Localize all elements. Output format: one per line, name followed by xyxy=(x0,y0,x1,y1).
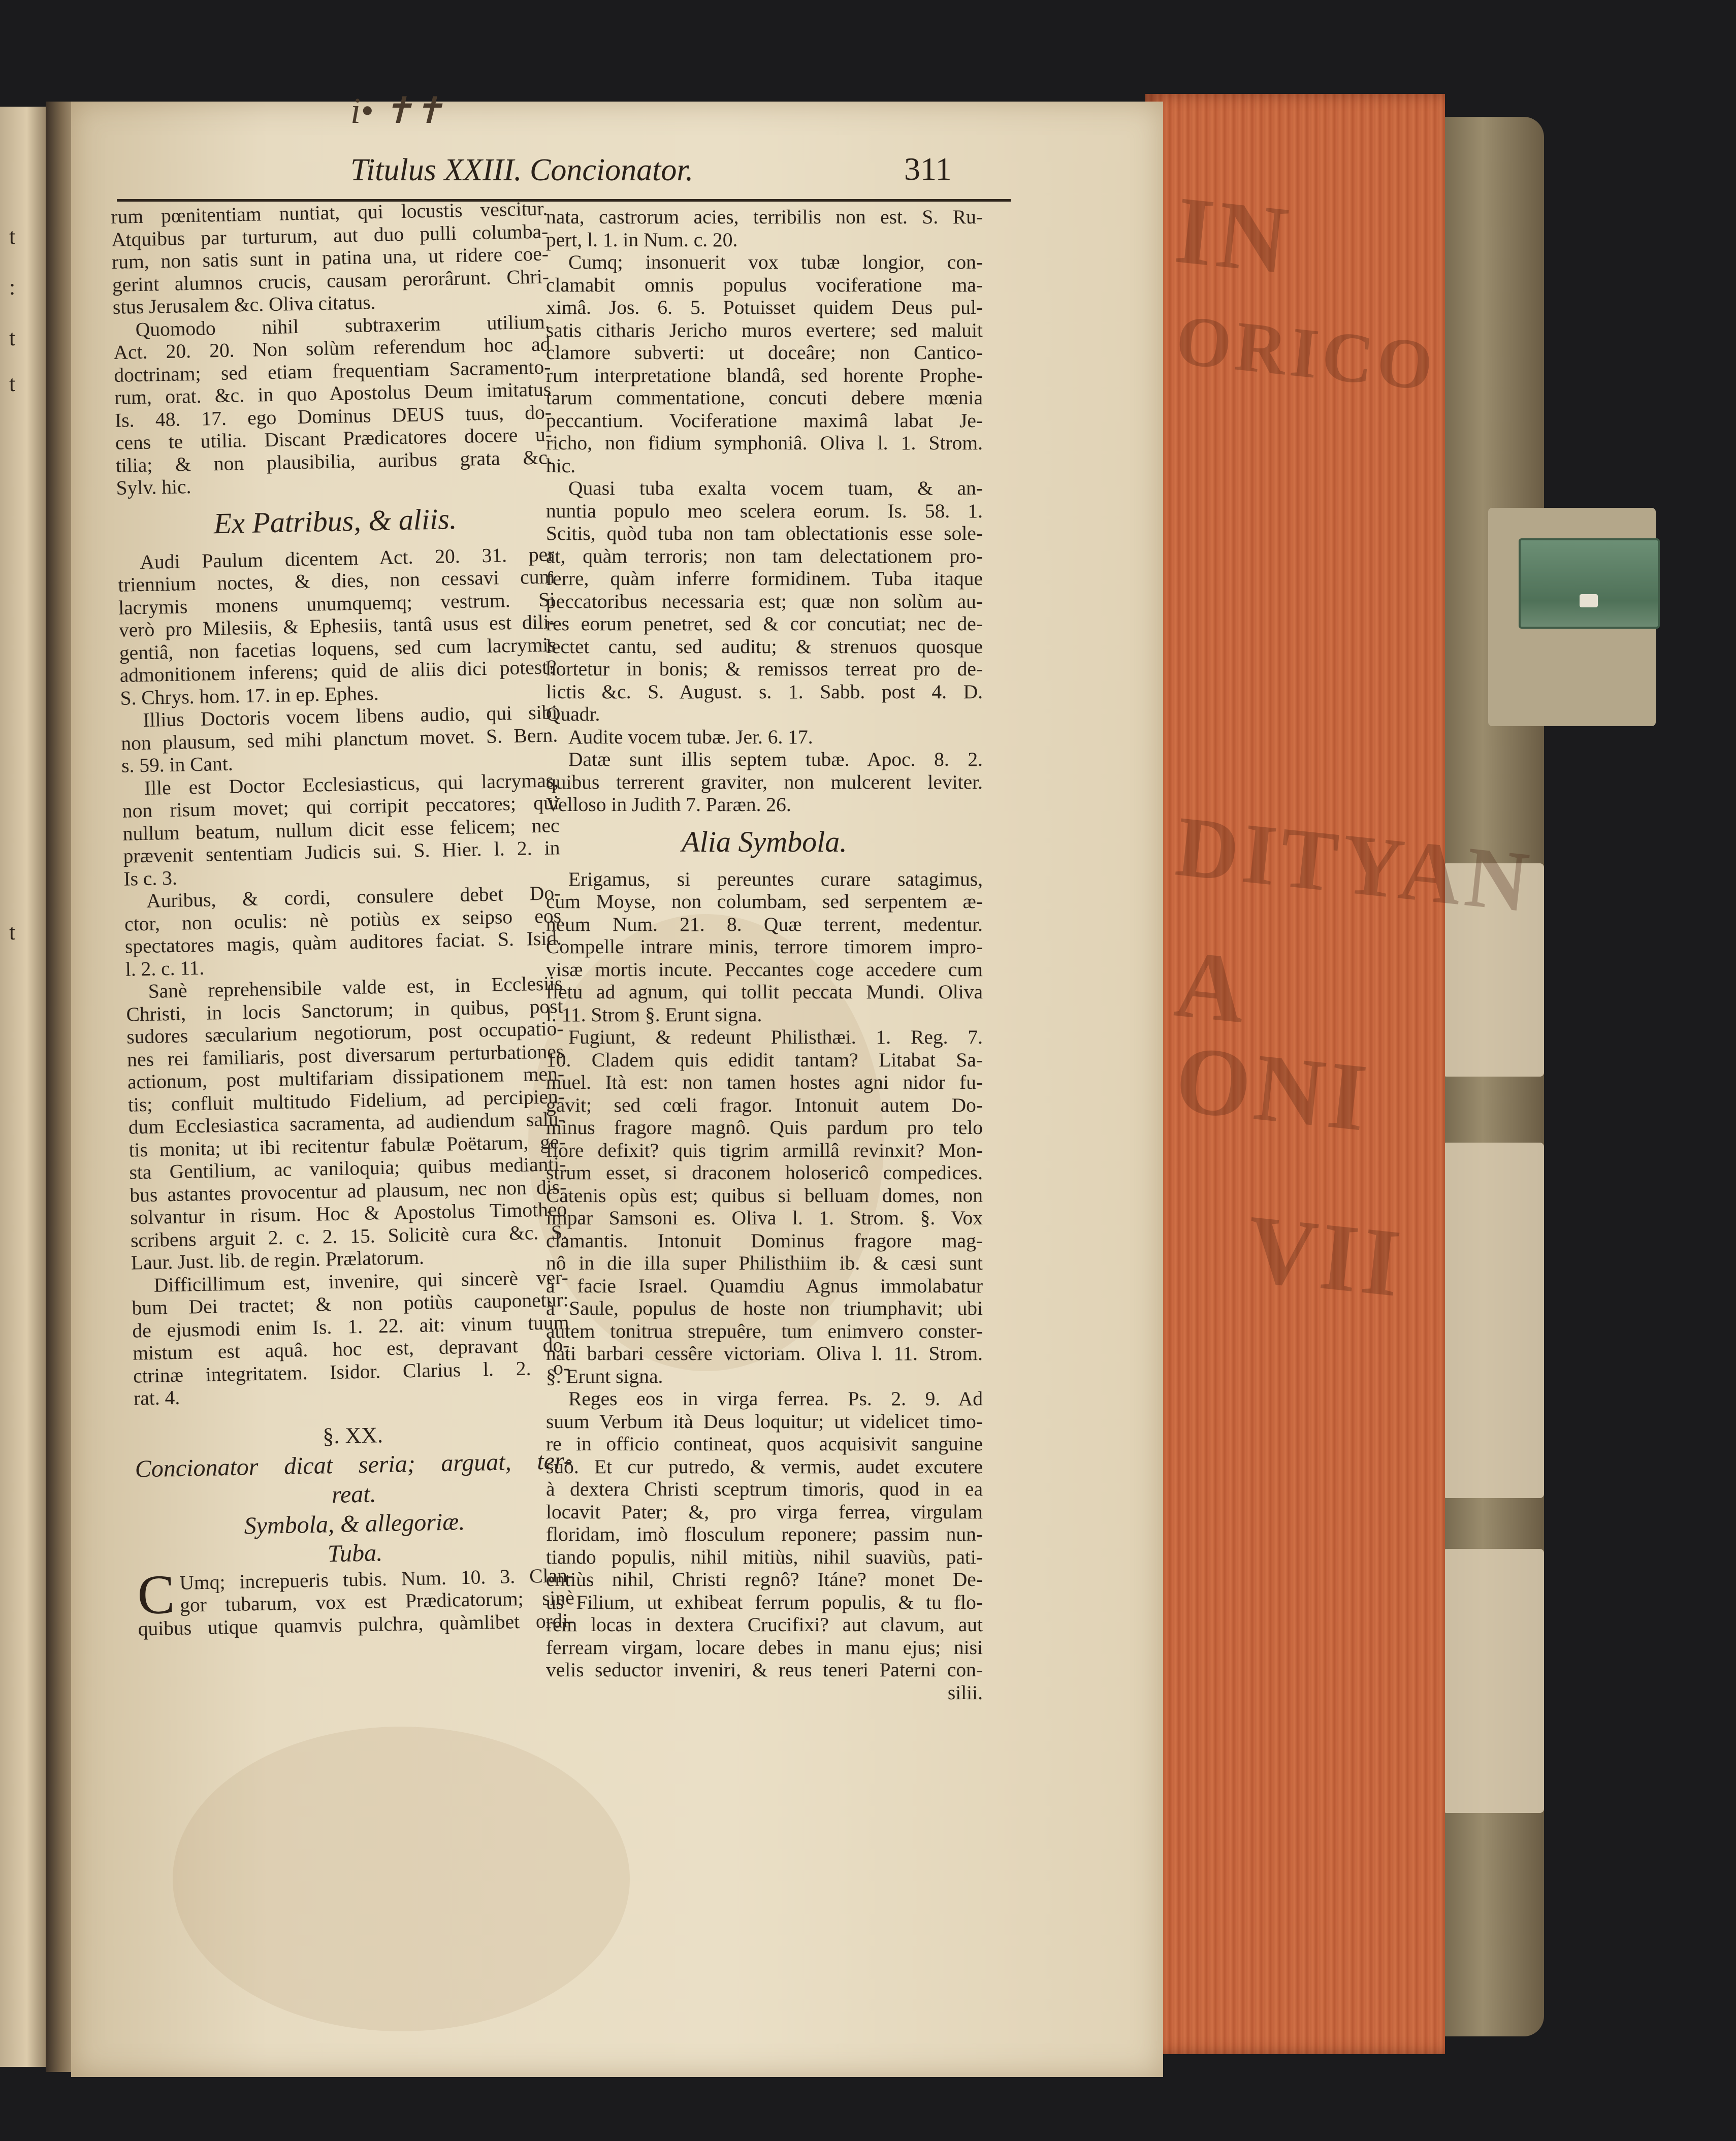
text-line xyxy=(546,868,983,891)
line-text: Alia Symbola. xyxy=(682,825,847,858)
line-text: gor tubarum, vox est Prædicatorum; sinè xyxy=(179,1586,575,1616)
line-text: quibus utique quamvis pulchra, quàmlibet ordi- xyxy=(138,1609,575,1640)
line-text: fletu ad agnum, qui tollit peccata Mundi. Oliva xyxy=(546,981,983,1003)
clasp-metal-plate xyxy=(1519,538,1660,629)
line-text: gentiâ, non facetias loquens, sed cum lacrymis xyxy=(119,633,557,664)
text-line xyxy=(546,1681,983,1704)
text-line xyxy=(546,1455,983,1478)
text-line xyxy=(546,748,983,771)
line-text: Sylv. hic. xyxy=(116,475,191,499)
line-text: cum Moyse, non columbam, sed serpentem æ- xyxy=(546,890,983,913)
line-text: Cumq; insonuerit vox tubæ longior, con- xyxy=(568,251,983,273)
line-text: nô in die illa super Philisthiim ib. & cæsi sunt xyxy=(546,1252,983,1274)
line-text: sudores sæcularium negotiorum, post occupatio- xyxy=(126,1017,564,1048)
line-text: ctor, non oculis: nè potiùs ex seipso eos xyxy=(124,904,562,935)
line-text: nullum beatum, nullum dicit esse felicem; nec xyxy=(122,814,560,845)
text-line xyxy=(546,432,983,455)
line-text: Umq; increpueris tubis. Num. 10. 3. Clan- xyxy=(179,1564,574,1594)
text-line xyxy=(546,500,983,523)
line-text: 10. Cladem quis edidit tantam? Litabat Sa- xyxy=(546,1048,983,1071)
line-text: Ex Patribus, & aliis. xyxy=(213,502,457,540)
line-text: reat. xyxy=(331,1480,377,1508)
text-line xyxy=(546,1568,983,1591)
line-text: Erigamus, si pereuntes curare satagimus, xyxy=(568,867,983,890)
text-line xyxy=(546,1161,983,1184)
prev-page-glyph: t xyxy=(9,920,16,945)
line-text: Fugiunt, & redeunt Philisthæi. 1. Reg. 7. xyxy=(568,1026,983,1048)
line-text: suô. Et cur putredo, & vermis, audet excutere xyxy=(546,1455,983,1478)
text-line xyxy=(546,1478,983,1501)
line-text: richo, non fidium symphoniâ. Oliva l. 1. Strom. xyxy=(546,432,983,454)
line-text: Difficillimum est, invenire, qui sincerè ver- xyxy=(153,1266,569,1296)
line-text: gerint alumnos crucis, causam perorârunt. Chri- xyxy=(112,265,550,296)
line-text: rum interpretatione blandâ, sed horente Prophe- xyxy=(546,364,983,386)
line-text: clamantis. Intonuit Dominus fragore mag- xyxy=(546,1229,983,1252)
line-text: Auribus, & cordi, consulere debet Do- xyxy=(146,882,561,912)
drop-cap: C xyxy=(137,1563,176,1626)
text-line xyxy=(546,680,983,703)
line-text: ferream virgam, locare debes in manu ejus; nisi xyxy=(546,1636,983,1659)
line-text: de ejusmodi enim Is. 1. 22. ait: vinum tuum xyxy=(132,1311,569,1342)
line-text: hortetur in bonis; & remissos terreat pro de- xyxy=(546,658,983,680)
prev-page-glyph: : xyxy=(9,275,16,300)
line-text: à facie Israel. Quamdiu Agnus immolabatur xyxy=(546,1274,983,1297)
text-line xyxy=(546,890,983,913)
line-text: visæ mortis incute. Peccantes coge accedere cum xyxy=(546,958,983,981)
fore-edge-red xyxy=(1145,94,1537,2054)
text-line xyxy=(546,1003,983,1026)
line-text: pert, l. 1. in Num. c. 20. xyxy=(546,228,738,251)
line-text: prævenit sententiam Judicis sui. S. Hier. l. 2. in xyxy=(123,836,560,867)
line-text: scribens arguit 2. c. 2. 15. Solicitè cura &c. S. xyxy=(130,1220,568,1252)
line-text: cens te utilia. Discant Prædicatores docere u- xyxy=(115,423,553,454)
text-line xyxy=(546,981,983,1003)
line-text: Tuba. xyxy=(327,1539,383,1567)
line-text: quibus terrerent graviter, non mulcerent leviter. xyxy=(546,770,983,793)
line-text: nata, castrorum acies, terribilis non est. S. Ru- xyxy=(546,206,983,228)
clasp-hole xyxy=(1580,594,1598,607)
line-text: Ille est Doctor Ecclesiasticus, qui lacrymas, xyxy=(144,768,559,799)
line-text: minus fragore magnô. Quis pardum pro telo xyxy=(546,1116,983,1139)
text-line xyxy=(546,726,983,749)
line-text: à dextera Christi sceptrum timoris, quod in ea xyxy=(546,1478,983,1500)
line-text: res eorum penetret, sed & cor concutiat; nec de- xyxy=(546,612,983,635)
text-line xyxy=(546,206,983,229)
text-line xyxy=(546,386,983,409)
text-line xyxy=(546,1320,983,1343)
text-line xyxy=(546,409,983,432)
line-text: Scitis, quòd tuba non tam oblectationis esse sole- xyxy=(546,522,983,544)
line-text: verò pro Milesiis, & Ephesiis, tantâ usus est dili- xyxy=(118,610,556,641)
text-line xyxy=(546,319,983,342)
line-text: clamabit omnis populus vociferatione ma- xyxy=(546,273,983,296)
line-text: Atquibus par turturum, aut duo pulli columba- xyxy=(111,219,549,251)
line-text: autem tonitrua strepuêre, tum enimvero conster- xyxy=(546,1319,983,1342)
line-text: ctrinæ integritatem. Isidor. Clarius l. 2. o- xyxy=(133,1356,570,1387)
text-line xyxy=(546,935,983,958)
line-text: suum Verbum ità Deus loquitur; ut videlicet timo- xyxy=(546,1410,983,1433)
text-line xyxy=(546,296,983,319)
line-text: Christi, in locis Sanctorum; in quibus, post xyxy=(126,994,563,1026)
line-text: impar Samsoni es. Oliva l. 1. Strom. §. Vox xyxy=(546,1207,983,1229)
line-text: spectatores magis, quàm auditores faciat. S. Isid. xyxy=(124,927,562,958)
left-text-column xyxy=(111,197,578,1820)
text-line xyxy=(546,545,983,568)
line-text: muel. Ità est: non tamen hostes agni nidor fu- xyxy=(546,1071,983,1093)
line-text: Illius Doctoris vocem libens audio, qui sibi xyxy=(143,701,558,731)
line-text: nes rei familiaris, post diversarum perturbationes xyxy=(126,1040,564,1071)
text-line xyxy=(546,1410,983,1433)
text-line xyxy=(546,1523,983,1546)
text-line xyxy=(546,477,983,500)
text-line xyxy=(546,1613,983,1636)
line-text: dum Ecclesiastica sacramenta, ad audiendum salu- xyxy=(128,1108,566,1139)
line-text: Is. 48. 17. ego Dominus DEUS tuus, do- xyxy=(114,400,552,432)
line-text: l. 2. c. 11. xyxy=(125,956,205,981)
ink-smudge: i• ✝✝ xyxy=(350,90,444,131)
text-line xyxy=(546,1139,983,1162)
line-text: Quasi tuba exalta vocem tuam, & an- xyxy=(568,477,983,499)
line-text: Audite vocem tubæ. Jer. 6. 17. xyxy=(568,725,813,748)
section-heading xyxy=(116,499,554,543)
text-line xyxy=(546,1591,983,1614)
page-number: 311 xyxy=(904,151,952,187)
line-text: Is c. 3. xyxy=(123,866,178,890)
line-text: neum Num. 21. 8. Quæ terrent, medentur. xyxy=(546,913,983,935)
line-text: gavit; sed cœli fragor. Intonuit autem Do- xyxy=(546,1093,983,1116)
header-rule xyxy=(117,199,1011,202)
line-text: bum Dei tractet; & non potiùs cauponetur: xyxy=(132,1288,569,1319)
text-line xyxy=(546,1297,983,1320)
line-text: Quadr. xyxy=(546,703,600,725)
line-text: Reges eos in virga ferrea. Ps. 2. 9. Ad xyxy=(568,1387,983,1410)
line-text: Audi Paulum dicentem Act. 20. 31. per xyxy=(140,542,555,573)
line-text: §. XX. xyxy=(322,1422,383,1448)
line-text: tilia; & non plausibilia, auribus grata &c. xyxy=(115,445,553,477)
line-text: floridam, imò flosculum reponere; passim nun- xyxy=(546,1523,983,1545)
prev-page-glyph: t xyxy=(9,371,16,396)
text-line xyxy=(546,1026,983,1049)
line-text: sta Gentilium, ac vaniloquia; quibus medianti- xyxy=(129,1153,566,1184)
text-line xyxy=(546,793,983,816)
text-line xyxy=(546,612,983,635)
line-text: S. Chrys. hom. 17. in ep. Ephes. xyxy=(120,682,379,709)
line-text: us Filium, ut exhibeat ferrum populis, & tu flo- xyxy=(546,1591,983,1613)
text-line xyxy=(546,771,983,794)
fore-edge-ghost-text: VII xyxy=(1241,1195,1409,1318)
line-text: clamore subverti: ut doceâre; non Cantico- xyxy=(546,341,983,364)
line-text: Compelle intrare minis, terrore timorem impro- xyxy=(546,935,983,958)
text-line xyxy=(546,1229,983,1252)
line-text: Laur. Just. lib. de regin. Prælatorum. xyxy=(131,1246,425,1274)
line-text: satis citharis Jericho muros evertere; sed maluit xyxy=(546,318,983,341)
text-line xyxy=(546,635,983,658)
text-line xyxy=(546,251,983,274)
line-text: nati barbari cessêre victoriam. Oliva l. 11. Strom. xyxy=(546,1342,983,1365)
line-text: Quomodo nihil subtraxerim utilium. xyxy=(135,310,550,341)
line-text: entiùs nihil, Christi regnô? Itáne? monet De- xyxy=(546,1568,983,1591)
fore-edge-ghost-text: DITYAN xyxy=(1172,798,1537,931)
text-line xyxy=(546,229,983,251)
line-text: mistum est aquâ. hoc est, depravant do- xyxy=(132,1334,570,1365)
line-text: silii. xyxy=(947,1681,983,1704)
text-line xyxy=(546,1501,983,1523)
line-text: Catenis opùs est; quibus si belluam domes, non xyxy=(546,1184,983,1207)
line-text: flore defixit? quis tigrim armillâ revinxit? Mon- xyxy=(546,1139,983,1161)
text-line xyxy=(546,1387,983,1410)
text-line xyxy=(546,364,983,387)
text-line xyxy=(546,1094,983,1117)
text-line xyxy=(546,590,983,613)
line-text: lectet cantu, sed auditu; & strenuos quosque xyxy=(546,635,983,658)
line-text: rum, orat. &c. in quo Apostolus Deum imitatus xyxy=(114,378,552,409)
text-line xyxy=(546,1659,983,1681)
fore-edge-ghost-text: IN xyxy=(1170,176,1297,295)
text-line xyxy=(546,1275,983,1297)
text-line xyxy=(546,703,983,726)
text-line xyxy=(546,341,983,364)
line-text: non plausum, sed mihi planctum movet. S. Bern. xyxy=(120,723,558,755)
text-line xyxy=(546,1116,983,1139)
line-text: à Saule, populus de hoste non triumphavit; ubi xyxy=(546,1297,983,1319)
text-line xyxy=(546,1342,983,1365)
line-text: locavit Pater; &, pro virga ferrea, virgulam xyxy=(546,1500,983,1523)
text-line xyxy=(546,958,983,981)
line-text: admonitionem inferens; quid de aliis dici potest? xyxy=(119,656,557,687)
line-text: rum, non satis sunt in patina una, ut ridere coe- xyxy=(111,242,549,273)
prev-page-glyph: t xyxy=(9,224,16,249)
section-heading xyxy=(546,824,983,860)
fore-edge-ghost-text: ONI xyxy=(1171,1025,1375,1152)
line-text: velis seductor inveniri, & reus teneri Paterni con- xyxy=(546,1659,983,1681)
line-text: stus Jerusalem &c. Oliva citatus. xyxy=(112,291,376,318)
text-line xyxy=(546,1252,983,1275)
line-text: strum esset, si draconem holosericô compedices. xyxy=(546,1161,983,1184)
text-line xyxy=(546,522,983,545)
line-text: rum pœnitentiam nuntiat, qui locustis vescitur. xyxy=(111,197,548,228)
fore-edge-ghost-text: A xyxy=(1170,930,1255,1045)
line-text: triennium noctes, & dies, non cessavi cum xyxy=(117,565,555,596)
previous-page-edge xyxy=(0,107,49,2067)
line-text: re in officio contineat, quos acquisivit sanguine xyxy=(546,1433,983,1455)
line-text: bus astantes provocentur ad plausum, nec non dis- xyxy=(129,1175,567,1207)
cover-wear-patch xyxy=(1442,1143,1544,1498)
right-text-column xyxy=(546,206,983,1821)
line-text: Sanè reprehensibile valde est, in Ecclesiis xyxy=(148,972,563,1002)
text-line xyxy=(546,1184,983,1207)
line-text: Act. 20. 20. Non solùm referendum hoc ad xyxy=(113,333,551,364)
line-text: §. Erunt signa. xyxy=(546,1365,663,1387)
line-text: solvantur in risum. Hoc & Apostolus Timotheo xyxy=(130,1198,567,1229)
line-text: s. 59. in Cant. xyxy=(121,752,234,777)
line-text: tarum commentatione, concuti debere mœnia xyxy=(546,386,983,409)
line-text: nuntia populo meo scelera eorum. Is. 58. 1. xyxy=(546,499,983,522)
line-text: Symbola, & allegoriæ. xyxy=(244,1508,465,1539)
text-line xyxy=(546,1433,983,1455)
text-line xyxy=(546,567,983,590)
text-line xyxy=(546,658,983,680)
prev-page-glyph: t xyxy=(9,326,16,350)
line-text: at, quàm terroris; non tam delectationem pro- xyxy=(546,544,983,567)
line-text: lictis &c. S. August. s. 1. Sabb. post 4. D. xyxy=(546,680,983,703)
text-line xyxy=(546,1636,983,1659)
fore-edge-ghost-text: ORICO xyxy=(1172,300,1441,406)
cover-wear-patch xyxy=(1442,1549,1544,1813)
text-line xyxy=(546,1546,983,1569)
running-title: Titulus XXIII. Concionator. xyxy=(350,153,694,187)
line-text: rem locas in dextera Crucifixi? aut clavum, aut xyxy=(546,1613,983,1636)
line-text: rat. 4. xyxy=(133,1386,180,1410)
line-text: tis; confluit multitudo Fidelium, ad percipien- xyxy=(127,1085,565,1116)
line-text: l. 11. Strom §. Erunt signa. xyxy=(546,1003,762,1026)
line-text: lacrymis monens unumquemq; vestrum. Si xyxy=(118,588,556,619)
line-text: Velloso in Judith 7. Paræn. 26. xyxy=(546,793,791,816)
line-text: non risum movet; qui corripit peccatores; qui xyxy=(122,791,560,822)
text-line xyxy=(546,1049,983,1072)
text-line xyxy=(546,274,983,297)
text-line xyxy=(546,1207,983,1229)
line-text: tis monita; ut ibi recitentur fabulæ Poëtarum, ge- xyxy=(128,1130,566,1161)
text-line xyxy=(546,913,983,936)
text-line xyxy=(546,455,983,477)
line-text: Datæ sunt illis septem tubæ. Apoc. 8. 2. xyxy=(568,748,983,770)
line-text: ferre, quàm inferre formidinem. Tuba itaque xyxy=(546,567,983,590)
line-text: actionum, post multifariam dissipationem men- xyxy=(127,1062,565,1093)
line-text: tiando populis, nihil mitiùs, nihil suaviùs, pati- xyxy=(546,1545,983,1568)
line-text: doctrinam; sed etiam frequentiam Sacramento- xyxy=(113,355,551,386)
line-text: ximâ. Jos. 6. 5. Potuisset quidem Deus pul- xyxy=(546,296,983,318)
line-text: peccantium. Vociferatione maximâ labat Je- xyxy=(546,409,983,432)
line-text: hic. xyxy=(546,454,576,477)
line-text: peccatoribus necessaria est; quæ non solùm au- xyxy=(546,590,983,612)
text-line xyxy=(546,1071,983,1094)
text-line xyxy=(546,1365,983,1388)
line-text: Concionator dicat seria; arguat, ter- xyxy=(135,1447,572,1483)
